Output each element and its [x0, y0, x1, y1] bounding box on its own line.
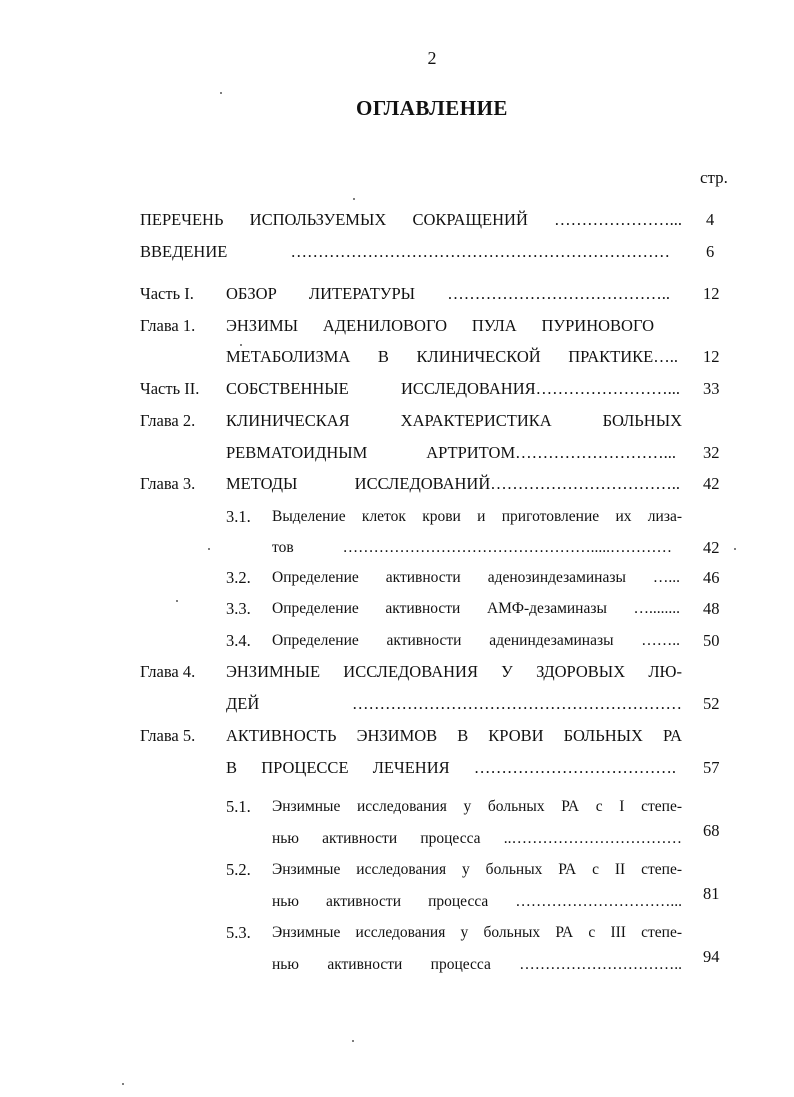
toc-subentry-text-line-1: Выделение клеток крови и приготовление их лиза-: [272, 508, 682, 525]
toc-subentry-text: Определение активности адениндезаминазы ……..: [272, 632, 680, 649]
scan-speck: [240, 344, 242, 346]
toc-subentry-text-line-2: нью активности процесса ..……………………………: [272, 830, 682, 847]
scan-speck: [122, 1083, 124, 1085]
toc-subentry-number: 3.1.: [226, 507, 251, 526]
scan-speck: [353, 198, 355, 200]
toc-entry-page: 32: [703, 443, 720, 462]
toc-entry-page: 12: [703, 347, 720, 366]
toc-entry-page: 33: [703, 379, 720, 398]
toc-entry-text-line-2: ДЕЙ ……………………………………………………: [226, 694, 682, 713]
page-number: 2: [427, 48, 437, 68]
page-column-label: стр.: [700, 168, 728, 187]
toc-entry-text: ОБЗОР ЛИТЕРАТУРЫ …………………………………..: [226, 284, 670, 303]
toc-entry-text-line-1: ЭНЗИМНЫЕ ИССЛЕДОВАНИЯ У ЗДОРОВЫХ ЛЮ-: [226, 662, 682, 681]
toc-entry-page: 50: [703, 631, 720, 650]
toc-entry-text: ПЕРЕЧЕНЬ ИСПОЛЬЗУЕМЫХ СОКРАЩЕНИЙ …………………...: [140, 210, 682, 229]
toc-entry-text: СОБСТВЕННЫЕ ИССЛЕДОВАНИЯ……………………...: [226, 379, 680, 398]
toc-entry-page: 46: [703, 568, 720, 587]
toc-subentry-text: Определение активности АМФ-дезаминазы …........: [272, 600, 680, 617]
toc-entry-label: Глава 1.: [140, 316, 196, 335]
scan-speck: [352, 1040, 354, 1042]
toc-entry-label: Часть I.: [140, 284, 194, 303]
toc-entry-text-line-1: ЭНЗИМЫ АДЕНИЛОВОГО ПУЛА ПУРИНОВОГО: [226, 316, 654, 335]
toc-entry-text-line-2: МЕТАБОЛИЗМА В КЛИНИЧЕСКОЙ ПРАКТИКЕ…..: [226, 347, 678, 366]
toc-subentry-text-line-1: Энзимные исследования у больных РА с I степе-: [272, 798, 682, 815]
toc-entry-page: 81: [703, 884, 720, 903]
toc-subentry-number: 3.3.: [226, 599, 251, 618]
toc-entry-page: 48: [703, 599, 720, 618]
toc-entry-page: 42: [703, 474, 720, 493]
toc-subentry-text: Определение активности аденозиндезаминазы …...: [272, 569, 680, 586]
toc-subentry-text-line-1: Энзимные исследования у больных РА с III степе-: [272, 924, 682, 941]
toc-entry-page: 57: [703, 758, 720, 777]
toc-entry-text-line-1: АКТИВНОСТЬ ЭНЗИМОВ В КРОВИ БОЛЬНЫХ РА: [226, 726, 682, 745]
toc-entry-page: 68: [703, 821, 720, 840]
toc-entry-label: Глава 5.: [140, 726, 196, 745]
toc-entry-text-line-1: КЛИНИЧЕСКАЯ ХАРАКТЕРИСТИКА БОЛЬНЫХ: [226, 411, 682, 430]
scan-speck: [208, 548, 210, 550]
page-title: ОГЛАВЛЕНИЕ: [356, 96, 508, 120]
toc-subentry-number: 5.1.: [226, 797, 251, 816]
toc-entry-page: 12: [703, 284, 720, 303]
toc-entry-page: 94: [703, 947, 720, 966]
toc-entry-label: Часть II.: [140, 379, 200, 398]
toc-subentry-text-line-2: тов ………………………………………….....…………: [272, 539, 672, 556]
scan-speck: [220, 92, 222, 94]
toc-entry-page: 42: [703, 538, 720, 557]
toc-subentry-number: 3.4.: [226, 631, 251, 650]
toc-entry-text-line-2: РЕВМАТОИДНЫМ АРТРИТОМ………………………...: [226, 443, 676, 462]
scan-speck: [176, 600, 178, 602]
toc-entry-page: 4: [706, 210, 715, 229]
toc-entry-label: Глава 4.: [140, 662, 196, 681]
toc-subentry-number: 3.2.: [226, 568, 251, 587]
toc-entry-text-line-2: В ПРОЦЕССЕ ЛЕЧЕНИЯ ……………………………….: [226, 758, 676, 777]
toc-subentry-number: 5.2.: [226, 860, 251, 879]
toc-entry-label: Глава 3.: [140, 474, 196, 493]
toc-subentry-text-line-2: нью активности процесса …………………………..: [272, 956, 682, 973]
toc-subentry-number: 5.3.: [226, 923, 251, 942]
toc-entry-page: 52: [703, 694, 720, 713]
toc-entry-label: Глава 2.: [140, 411, 196, 430]
toc-subentry-text-line-2: нью активности процесса …………………………...: [272, 893, 682, 910]
scan-speck: [734, 548, 736, 550]
toc-entry-page: 6: [706, 242, 715, 261]
toc-subentry-text-line-1: Энзимные исследования у больных РА с II степе-: [272, 861, 682, 878]
toc-entry-text: ВВЕДЕНИЕ ……………………………………………………………: [140, 242, 670, 261]
toc-entry-text: МЕТОДЫ ИССЛЕДОВАНИЙ……………………………..: [226, 474, 680, 493]
